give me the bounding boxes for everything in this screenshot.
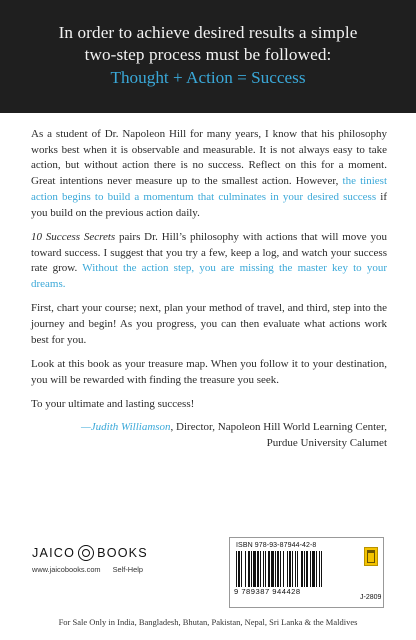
barcode-digits: 9 789387 944428 — [234, 587, 301, 596]
publisher-info — [32, 565, 232, 574]
barcode-icon — [236, 551, 358, 587]
publisher-name-left: JAICO — [32, 546, 76, 560]
paragraph-2-text: pairs Dr. Hill’s philosophy with actions that will move you toward success. I suggest that you try a few, keep a log, and watch your success rate grow. — [31, 230, 387, 275]
attribution — [31, 419, 387, 451]
book-category: Self-Help — [112, 565, 144, 574]
isbn-label: ISBN 978-93-87944-42-8 — [236, 542, 317, 549]
paragraph-2-highlight: Without the action step, you are missing the master key to your dreams. — [31, 262, 387, 290]
price-tag-icon — [364, 547, 378, 566]
attribution-name: Judith Williamson — [90, 420, 171, 433]
paragraph-5: To your ultimate and lasting success! — [31, 397, 195, 410]
back-cover-text — [31, 127, 387, 451]
publisher-block — [32, 545, 232, 574]
distribution-note: For Sale Only in India, Bangladesh, Bhutan, Pakistan, Nepal, Sri Lanka & the Maldives — [58, 617, 358, 627]
paragraph-4: Look at this book as your treasure map. When you follow it to your destination, you will be rewarded with finding the treasure you seek. — [31, 357, 387, 386]
publisher-website: www.jaicobooks.com — [32, 565, 101, 574]
publisher-name-right: BOOKS — [97, 546, 148, 560]
attribution-affiliation: Purdue University Calumet — [266, 436, 387, 449]
isbn-barcode-box — [229, 537, 384, 608]
paragraph-1-text-a: As a student of Dr. Napoleon Hill for many years, I know that his philosophy works best when it is observable and measurable. It is not always easy to take action, but without action there is no success. Reflect on this for a moment. Great intentions never measure up to the smallest action. However, — [31, 128, 387, 188]
headline-line-2: two-step process must be followed: — [84, 45, 332, 64]
paragraph-1-highlight: the tiniest action begins to build a momentum that culminates in your desired success — [31, 175, 388, 203]
headline-line-1: In order to achieve desired results a simple — [58, 23, 358, 42]
publisher-logo — [32, 545, 232, 561]
paragraph-2 — [31, 230, 387, 293]
attribution-role: , Director, Napoleon Hill World Learning Center, — [170, 420, 387, 433]
paragraph-1 — [31, 127, 387, 221]
book-title-italic: 10 Success Secrets — [31, 230, 116, 243]
paragraph-1-text-b: if you build on the previous action daily. — [31, 190, 387, 219]
attribution-dash: — — [81, 420, 91, 433]
headline-band — [0, 0, 416, 113]
paragraph-3: First, chart your course; next, plan your method of travel, and third, step into the journey and begin! As you progress, you can then evaluate what actions work best for you. — [31, 302, 387, 346]
book-code: J-2809 — [360, 594, 382, 601]
jaico-logo-icon — [78, 545, 94, 561]
success-formula: Thought + Action = Success — [110, 68, 306, 87]
